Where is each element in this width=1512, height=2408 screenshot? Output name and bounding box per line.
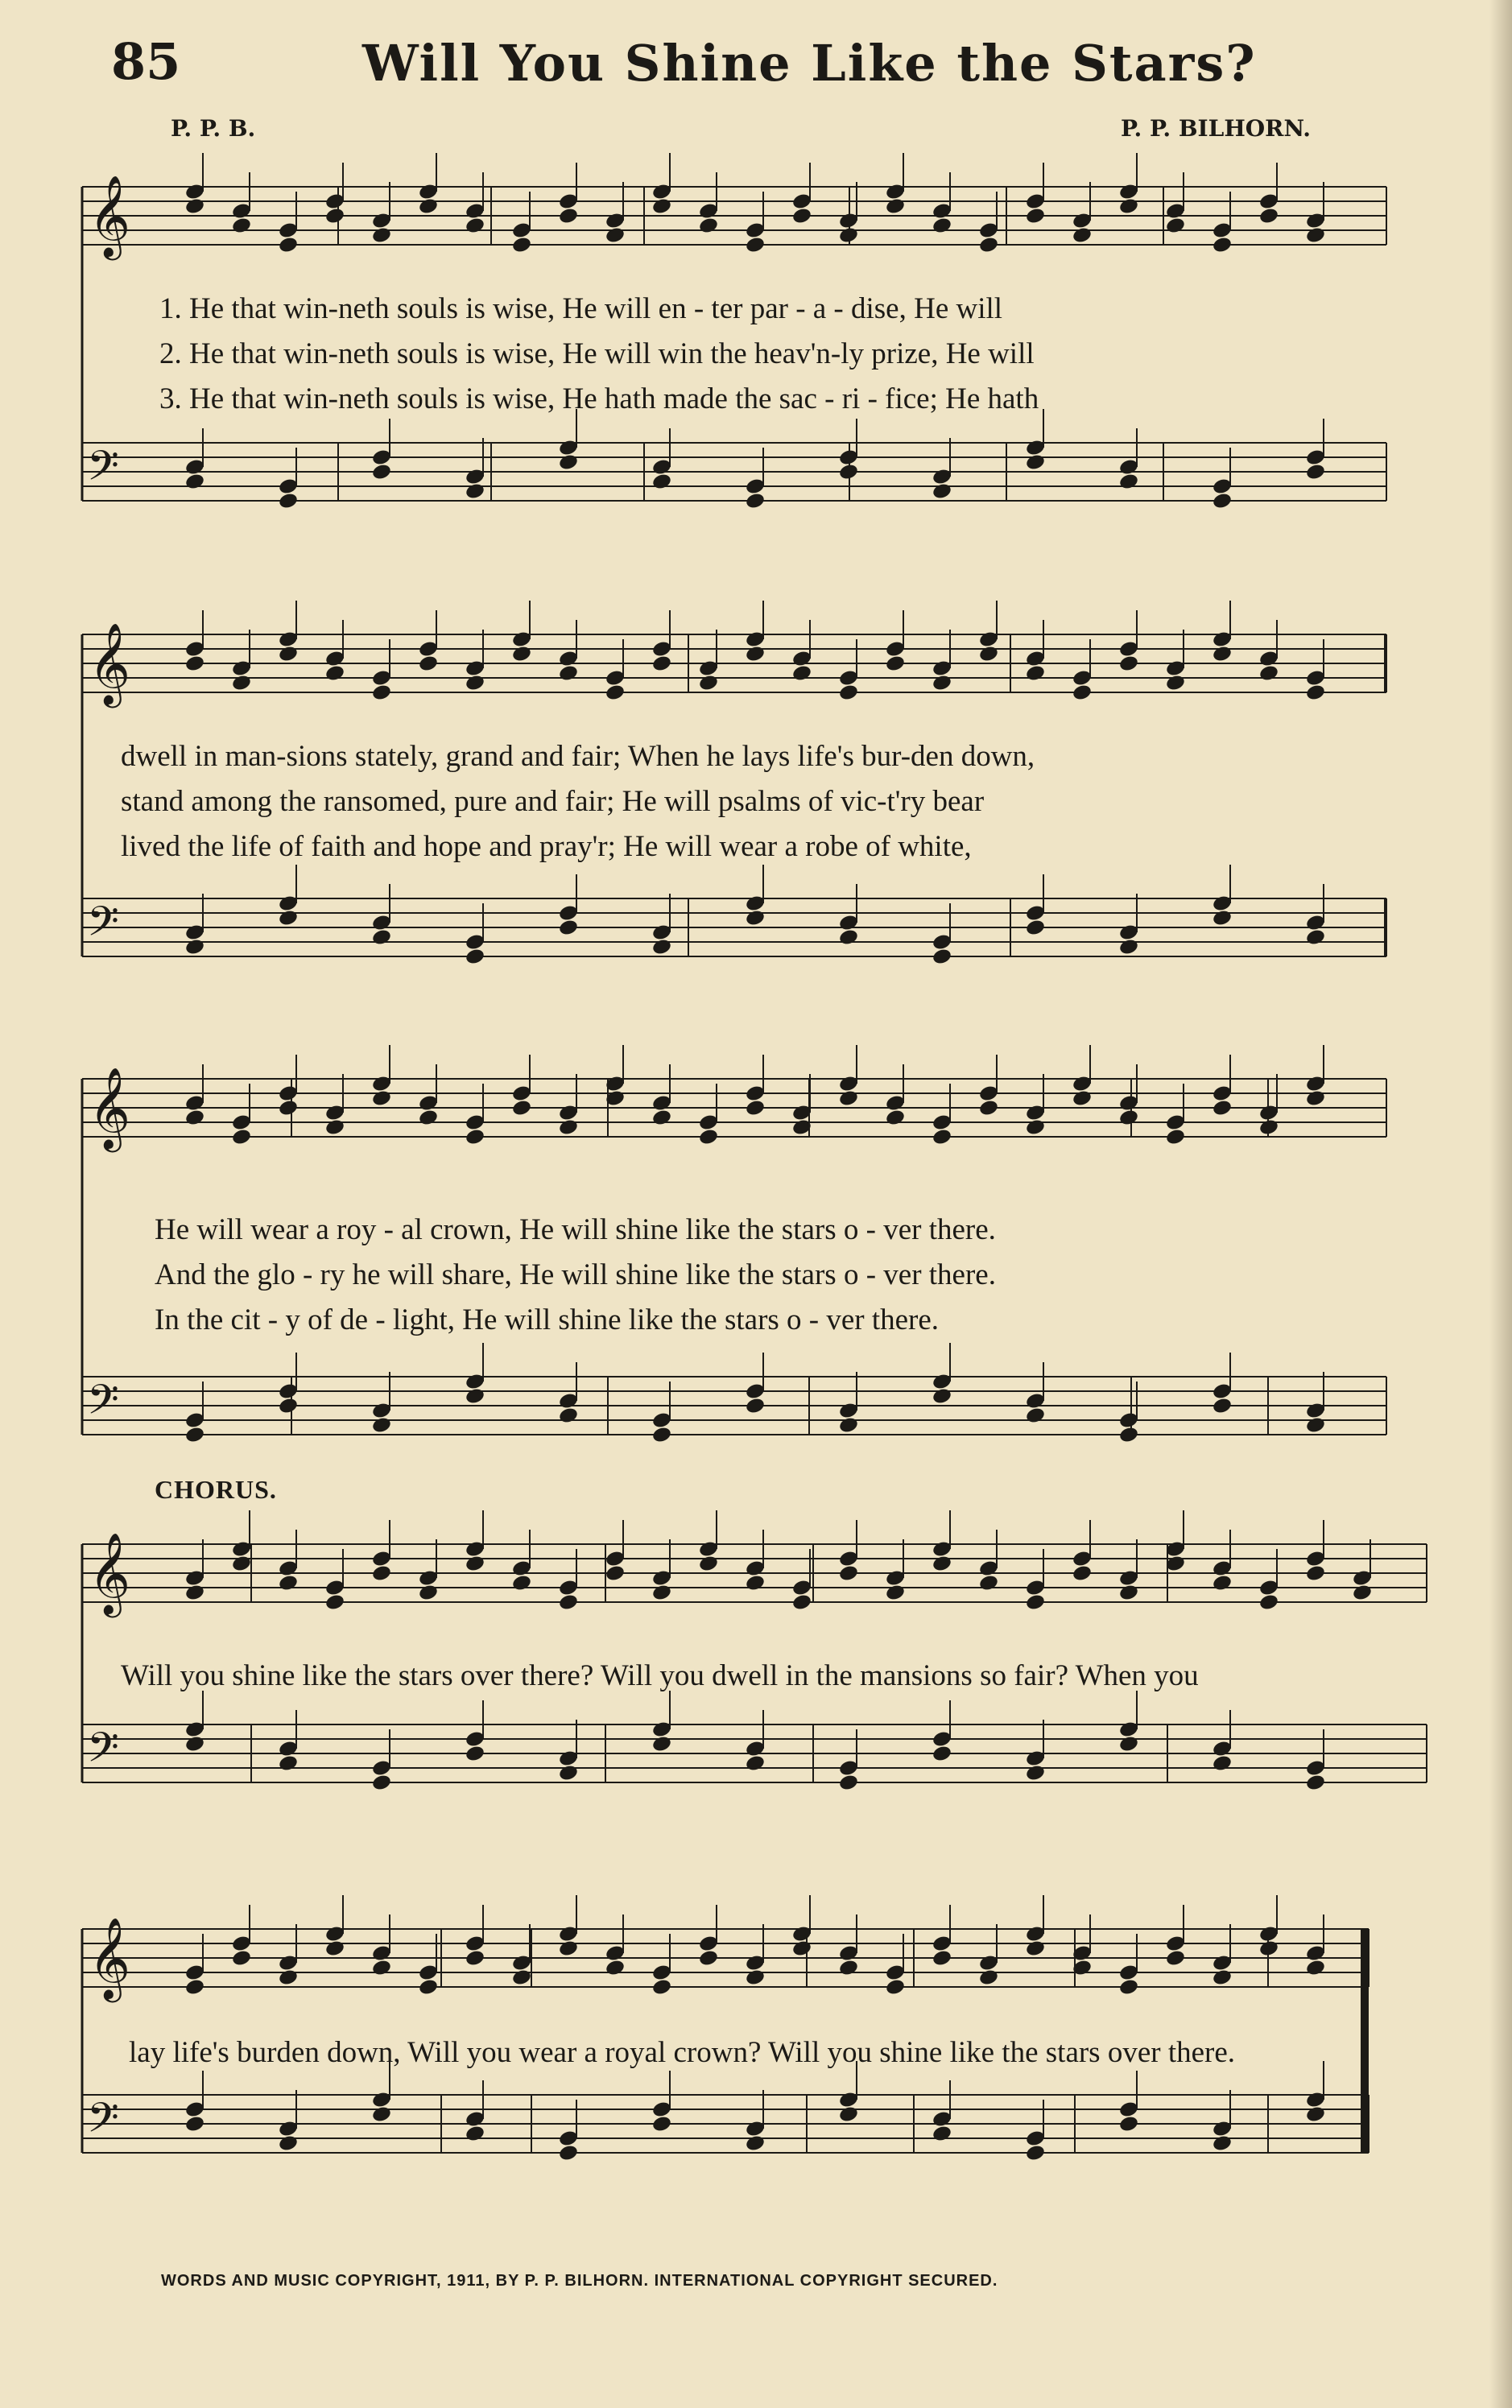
svg-text:𝄢: 𝄢 <box>87 1375 119 1434</box>
bass-staff-1 <box>82 443 1386 501</box>
music-credit: P. P. BILHORN. <box>1121 115 1311 142</box>
chorus-line-2: lay life's burden down, Will you wear a royal crown? Will you shine like the stars over there. <box>129 2036 1236 2069</box>
verse-1-line-1: 1. He that win-neth souls is wise, He will en - ter par - a - dise, He will <box>159 292 1003 325</box>
hymn-title: Will You Shine Like the Stars? <box>362 34 1257 93</box>
svg-text:𝄢: 𝄢 <box>87 441 119 500</box>
svg-text:𝄞: 𝄞 <box>89 622 131 704</box>
svg-text:𝄢: 𝄢 <box>87 897 119 956</box>
chorus-line-1: Will you shine like the stars over there? Will you dwell in the mansions so fair? When you <box>121 1659 1199 1692</box>
bass-staff-2 <box>82 898 1386 956</box>
hymn-number: 85 <box>111 32 181 91</box>
bass-staff-5 <box>82 2095 1369 2153</box>
svg-text:𝄢: 𝄢 <box>87 2093 119 2152</box>
svg-text:𝄞: 𝄞 <box>89 174 131 257</box>
treble-staff-2 <box>82 634 1386 692</box>
copyright-notice: WORDS AND MUSIC COPYRIGHT, 1911, BY P. P. BILHORN. INTERNATIONAL COPYRIGHT SECURED. <box>161 2272 998 2290</box>
svg-text:𝄞: 𝄞 <box>89 1916 131 1999</box>
svg-text:𝄞: 𝄞 <box>89 1066 131 1149</box>
verse-2-line-2: stand among the ransomed, pure and fair; He will psalms of vic-t'ry bear <box>121 785 985 818</box>
svg-text:𝄢: 𝄢 <box>87 1723 119 1782</box>
treble-staff-3 <box>82 1079 1386 1137</box>
verse-2-line-3: And the glo - ry he will share, He will shine like the stars o - ver there. <box>155 1258 996 1291</box>
chorus-label: CHORUS. <box>155 1475 277 1504</box>
words-credit: P. P. B. <box>171 115 256 142</box>
treble-staff-1 <box>82 187 1386 245</box>
verse-1-line-2: dwell in man-sions stately, grand and fair; When he lays life's bur-den down, <box>121 740 1035 773</box>
verse-3-line-1: 3. He that win-neth souls is wise, He hath made the sac - ri - fice; He hath <box>159 382 1039 415</box>
verse-2-line-1: 2. He that win-neth souls is wise, He will win the heav'n-ly prize, He will <box>159 337 1035 370</box>
svg-text:𝄞: 𝄞 <box>89 1531 131 1614</box>
verse-3-line-3: In the cit - y of de - light, He will shine like the stars o - ver there. <box>155 1303 940 1336</box>
verse-1-line-3: He will wear a roy - al crown, He will shine like the stars o - ver there. <box>155 1213 996 1246</box>
bass-staff-3 <box>82 1377 1386 1435</box>
verse-3-line-2: lived the life of faith and hope and pray'r; He will wear a robe of white, <box>121 830 972 863</box>
